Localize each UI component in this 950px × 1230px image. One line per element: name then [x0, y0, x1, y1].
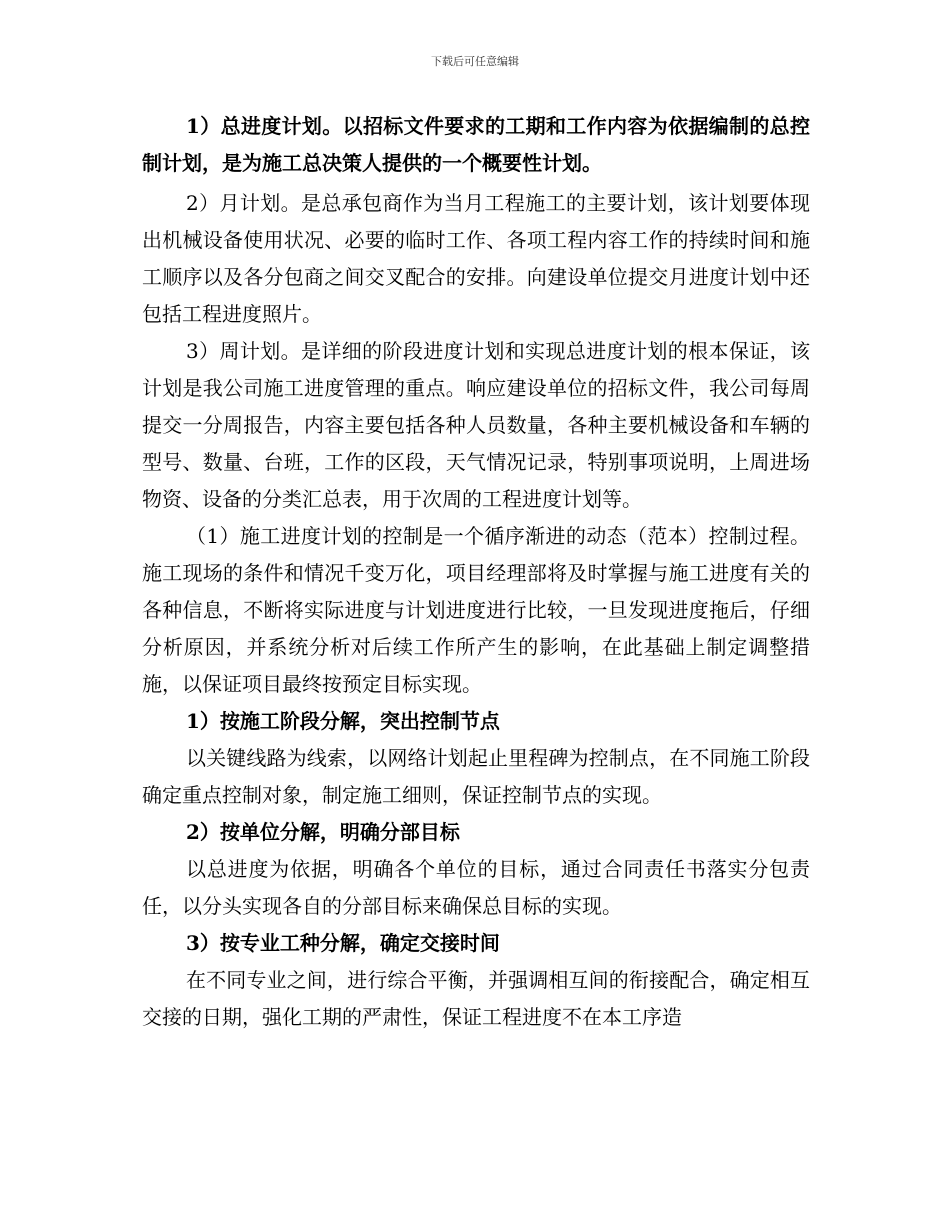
- paragraph-schedule-control: （1）施工进度计划的控制是一个循序渐进的动态（范本）控制过程。施工现场的条件和情况千变万化，项目经理部将及时掌握与施工进度有关的各种信息，不断将实际进度与计划进度进行比较，一旦发现进度拖后，仔细分析原因，并系统分析对后续工作所产生的影响，在此基础上制定调整措施，以保证项目最终按预定目标实现。: [142, 524, 810, 696]
- paragraph-weekly-plan: 3）周计划。是详细的阶段进度计划和实现总进度计划的根本保证，该计划是我公司施工进度管理的重点。响应建设单位的招标文件，我公司每周提交一分周报告，内容主要包括各种人员数量，各种主要机械设备和车辆的型号、数量、台班，工作的区段，天气情况记录，特别事项说明，上周进场物资、设备的分类汇总表，用于次周的工程进度计划等。: [142, 339, 810, 511]
- paragraph-construction-stage: 以关键线路为线索，以网络计划起止里程碑为控制点，在不同施工阶段确定重点控制对象，制定施工细则，保证控制节点的实现。: [142, 746, 810, 807]
- heading-trade-breakdown: 3）按专业工种分解，确定交接时间: [186, 931, 500, 955]
- heading-unit-breakdown: 2）按单位分解，明确分部目标: [186, 820, 460, 844]
- paragraph-monthly-plan: 2）月计划。是总承包商作为当月工程施工的主要计划，该计划要体现出机械设备使用状况、必要的临时工作、各项工程内容工作的持续时间和施工顺序以及各分包商之间交叉配合的安排。向建设单位提交月进度计划中还包括工程进度照片。: [142, 191, 810, 326]
- paragraph-trade-breakdown: 在不同专业之间，进行综合平衡，并强调相互间的衔接配合，确定相互交接的日期，强化工期的严肃性，保证工程进度不在本工序造: [142, 968, 810, 1029]
- heading-construction-stage: 1）按施工阶段分解，突出控制节点: [186, 709, 500, 733]
- page-header: 下载后可任意编辑: [431, 55, 519, 68]
- paragraph-master-schedule: 1）总进度计划。以招标文件要求的工期和工作内容为依据编制的总控制计划，是为施工总决策人提供的一个概要性计划。: [142, 114, 810, 175]
- paragraph-unit-breakdown: 以总进度为依据，明确各个单位的目标，通过合同责任书落实分包责任，以分头实现各自的分部目标来确保总目标的实现。: [142, 857, 810, 918]
- document-body: [142, 108, 810, 1036]
